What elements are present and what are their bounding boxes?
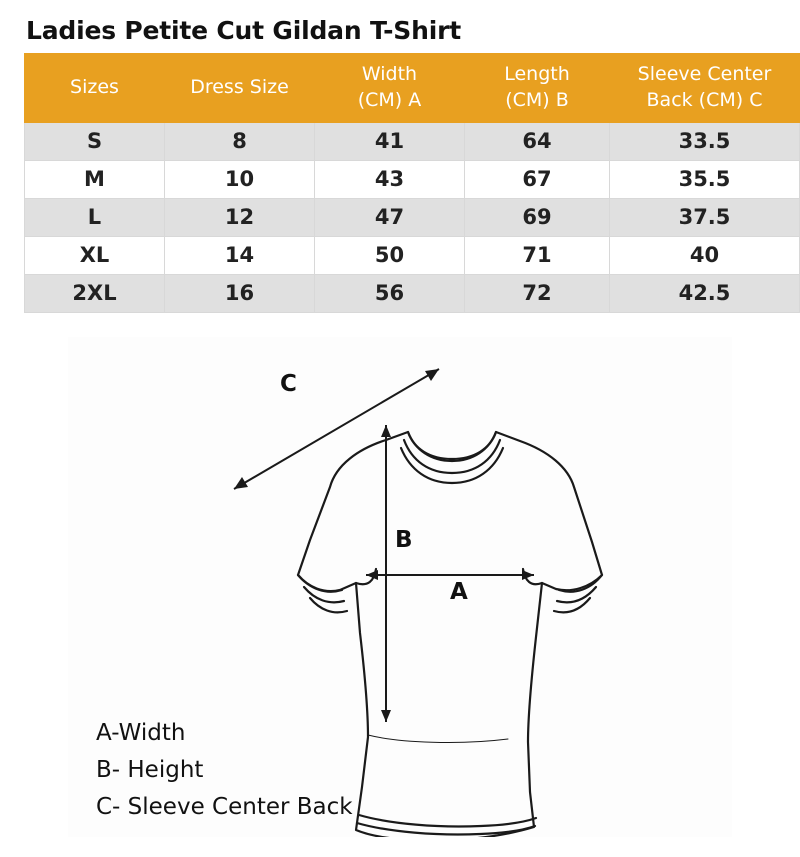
cell-sleeve: 35.5 bbox=[610, 160, 800, 198]
column-header-sizes bbox=[25, 53, 165, 122]
column-header-sleeve bbox=[610, 53, 800, 122]
cell-sleeve: 37.5 bbox=[610, 198, 800, 236]
cell-size: L bbox=[25, 198, 165, 236]
column-header-dress-size-line1: Dress Size bbox=[190, 75, 289, 98]
measure-b-arrow bbox=[381, 425, 391, 722]
table-header bbox=[25, 53, 800, 122]
table-row bbox=[25, 160, 800, 198]
column-header-sleeve-line1: Sleeve Center bbox=[637, 62, 772, 85]
cell-dress-size: 12 bbox=[165, 198, 315, 236]
column-header-width-line1: Width bbox=[361, 62, 418, 85]
column-header-length bbox=[465, 53, 610, 122]
measure-b-label: B bbox=[395, 526, 413, 553]
legend-item-b: B- Height bbox=[96, 757, 204, 783]
column-header-dress-size bbox=[165, 53, 315, 122]
diagram-legend bbox=[96, 715, 353, 827]
cell-size: M bbox=[25, 160, 165, 198]
cell-length: 71 bbox=[465, 236, 610, 274]
legend-item-a: A-Width bbox=[96, 719, 186, 746]
cell-dress-size: 14 bbox=[165, 236, 315, 274]
legend-item-c: C- Sleeve Center Back bbox=[96, 794, 353, 821]
cell-size: 2XL bbox=[25, 274, 165, 312]
tshirt-measurement-diagram bbox=[68, 337, 732, 837]
cell-dress-size: 10 bbox=[165, 160, 315, 198]
cell-size: XL bbox=[25, 236, 165, 274]
cell-length: 64 bbox=[465, 122, 610, 160]
cell-sleeve: 40 bbox=[610, 236, 800, 274]
cell-size: S bbox=[25, 122, 165, 160]
cell-sleeve: 42.5 bbox=[610, 274, 800, 312]
table-row bbox=[25, 236, 800, 274]
cell-length: 72 bbox=[465, 274, 610, 312]
page-title: Ladies Petite Cut Gildan T-Shirt bbox=[26, 16, 461, 45]
table-row bbox=[25, 122, 800, 160]
table-header-row bbox=[25, 53, 800, 122]
table-body bbox=[25, 122, 800, 312]
table-row bbox=[25, 274, 800, 312]
column-header-sizes-line1: Sizes bbox=[70, 75, 119, 98]
column-header-width bbox=[315, 53, 465, 122]
cell-sleeve: 33.5 bbox=[610, 122, 800, 160]
column-header-length-line2: (CM) B bbox=[505, 88, 569, 111]
column-header-width-line2: (CM) A bbox=[357, 88, 422, 111]
cell-width: 41 bbox=[315, 122, 465, 160]
measure-a-label: A bbox=[450, 578, 468, 605]
cell-width: 43 bbox=[315, 160, 465, 198]
cell-width: 50 bbox=[315, 236, 465, 274]
cell-width: 56 bbox=[315, 274, 465, 312]
column-header-sleeve-line2: Back (CM) C bbox=[646, 88, 763, 111]
cell-dress-size: 16 bbox=[165, 274, 315, 312]
cell-length: 69 bbox=[465, 198, 610, 236]
cell-width: 47 bbox=[315, 198, 465, 236]
column-header-length-line1: Length bbox=[504, 62, 570, 85]
cell-dress-size: 8 bbox=[165, 122, 315, 160]
measure-c-label: C bbox=[280, 370, 297, 397]
cell-length: 67 bbox=[465, 160, 610, 198]
table-row bbox=[25, 198, 800, 236]
size-table bbox=[24, 53, 800, 313]
